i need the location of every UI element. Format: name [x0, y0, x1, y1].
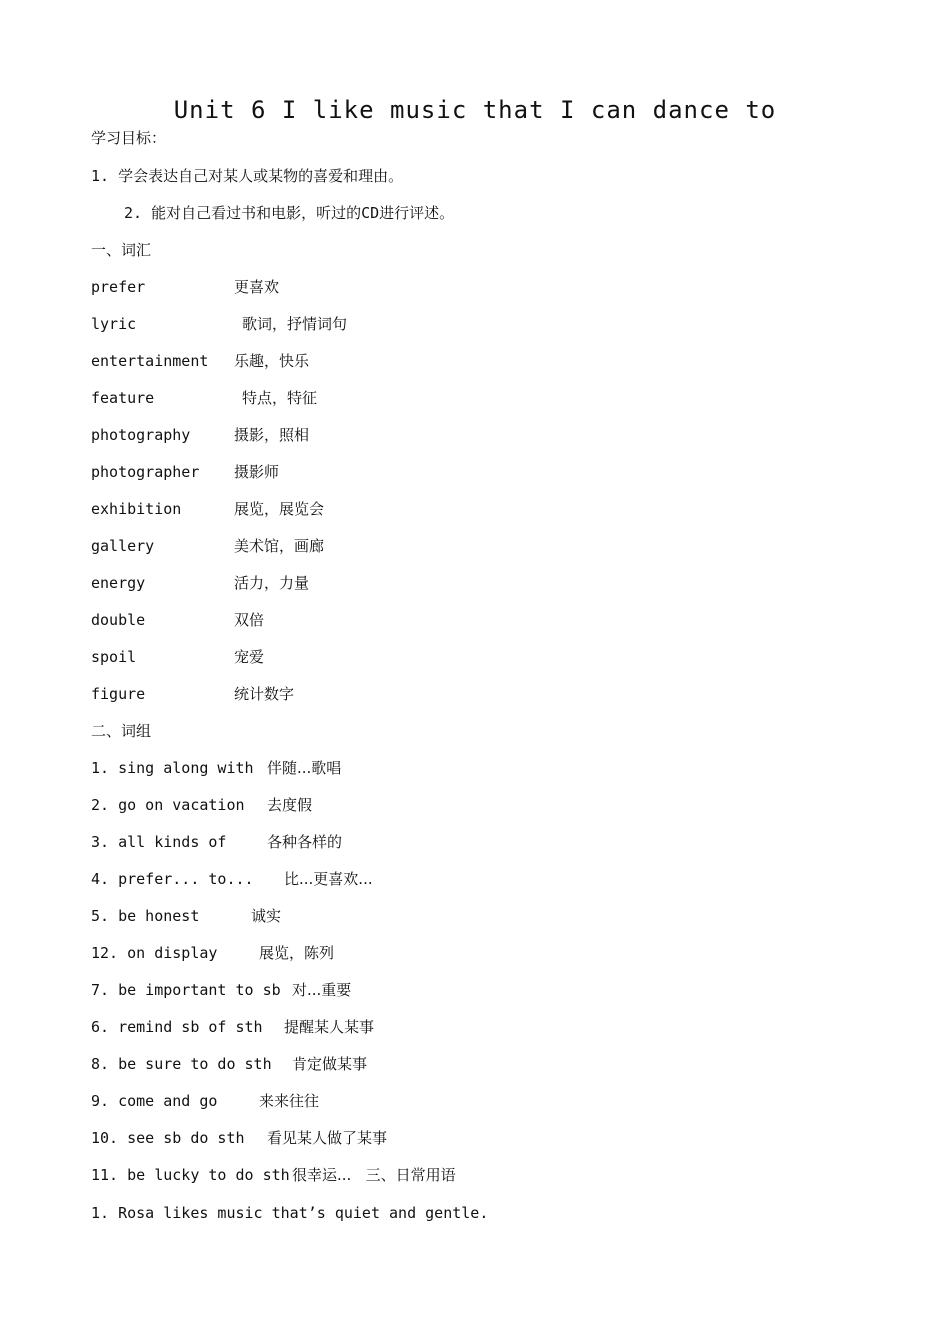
vocab-word: spoil — [91, 648, 137, 666]
vocab-meaning: 摄影师 — [234, 463, 280, 481]
phrase-english: 5. be honest — [91, 907, 200, 925]
page-title: Unit 6 I like music that I can dance to — [173, 96, 777, 124]
vocab-meaning: 美术馆，画廊 — [234, 537, 325, 555]
vocab-row — [91, 573, 791, 593]
phrase-english: 1. sing along with — [91, 759, 254, 777]
phrase-meaning: 去度假 — [267, 796, 313, 814]
vocab-row — [91, 351, 791, 371]
vocab-meaning: 特点，特征 — [242, 389, 318, 407]
phrase-row — [91, 1091, 791, 1111]
vocab-meaning: 双倍 — [234, 611, 265, 629]
phrase-row — [91, 758, 791, 778]
phrase-meaning: 看见某人做了某事 — [267, 1129, 388, 1147]
vocab-word: lyric — [91, 315, 137, 333]
vocab-word: exhibition — [91, 500, 182, 518]
vocab-meaning: 宠爱 — [234, 648, 265, 666]
vocab-row — [91, 314, 791, 334]
phrase-meaning: 诚实 — [251, 907, 282, 925]
phrase-meaning: 来来往往 — [259, 1092, 320, 1110]
phrase-meaning: 伴随...歌唱 — [267, 759, 342, 777]
vocab-row — [91, 425, 791, 445]
phrase-row — [91, 1128, 791, 1148]
vocab-row — [91, 499, 791, 519]
phrase-english: 6. remind sb of sth — [91, 1018, 263, 1036]
vocab-meaning: 摄影，照相 — [234, 426, 310, 444]
phrase-meaning: 各种各样的 — [267, 833, 343, 851]
vocab-word: figure — [91, 685, 146, 703]
vocab-row — [91, 647, 791, 667]
phrase-english: 3. all kinds of — [91, 833, 227, 851]
phrase-english: 11. be lucky to do sth — [91, 1166, 290, 1184]
objectives-heading: 学习目标： — [91, 129, 167, 147]
vocab-word: feature — [91, 389, 155, 407]
vocab-word: gallery — [91, 537, 155, 555]
phrase-row — [91, 1054, 791, 1074]
phrase-row — [91, 869, 791, 889]
vocab-meaning: 展览，展览会 — [234, 500, 325, 518]
phrase-row — [91, 832, 791, 852]
vocab-heading: 一、词汇 — [91, 241, 152, 259]
phrase-english: 2. go on vacation — [91, 796, 245, 814]
phrase-english: 12. on display — [91, 944, 218, 962]
objective-item: 1. 学会表达自己对某人或某物的喜爱和理由。 — [91, 167, 404, 185]
vocab-word: entertainment — [91, 352, 209, 370]
expression-item: 1. Rosa likes music that’s quiet and gentle. — [91, 1204, 489, 1222]
vocab-row — [91, 536, 791, 556]
vocab-word: energy — [91, 574, 146, 592]
phrase-row — [91, 943, 791, 963]
vocab-word: photography — [91, 426, 191, 444]
phrase-meaning: 对...重要 — [292, 981, 352, 999]
phrase-english: 4. prefer... to... — [91, 870, 254, 888]
phrase-english: 8. be sure to do sth — [91, 1055, 272, 1073]
phrase-row — [91, 1165, 791, 1185]
phrase-row — [91, 1017, 791, 1037]
phrase-meaning: 提醒某人某事 — [284, 1018, 375, 1036]
vocab-word: double — [91, 611, 146, 629]
phrase-meaning: 肯定做某事 — [292, 1055, 368, 1073]
phrase-meaning: 很幸运... 三、日常用语 — [292, 1166, 456, 1184]
vocab-word: prefer — [91, 278, 146, 296]
vocab-row — [91, 277, 791, 297]
phrase-english: 10. see sb do sth — [91, 1129, 245, 1147]
phrase-row — [91, 980, 791, 1000]
phrase-meaning: 展览，陈列 — [259, 944, 335, 962]
vocab-meaning: 统计数字 — [234, 685, 295, 703]
phrase-english: 7. be important to sb — [91, 981, 281, 999]
vocab-word: photographer — [91, 463, 200, 481]
vocab-meaning: 歌词，抒情词句 — [242, 315, 348, 333]
vocab-row — [91, 610, 791, 630]
vocab-row — [91, 388, 791, 408]
vocab-meaning: 活力，力量 — [234, 574, 310, 592]
vocab-meaning: 更喜欢 — [234, 278, 280, 296]
vocab-row — [91, 684, 791, 704]
vocab-row — [91, 462, 791, 482]
phrase-meaning: 比...更喜欢... — [284, 870, 373, 888]
objective-item: 2. 能对自己看过书和电影，听过的CD进行评述。 — [124, 204, 455, 222]
phrase-english: 9. come and go — [91, 1092, 218, 1110]
phrase-row — [91, 906, 791, 926]
phrase-row — [91, 795, 791, 815]
phrases-heading: 二、词组 — [91, 722, 152, 740]
vocab-meaning: 乐趣，快乐 — [234, 352, 310, 370]
